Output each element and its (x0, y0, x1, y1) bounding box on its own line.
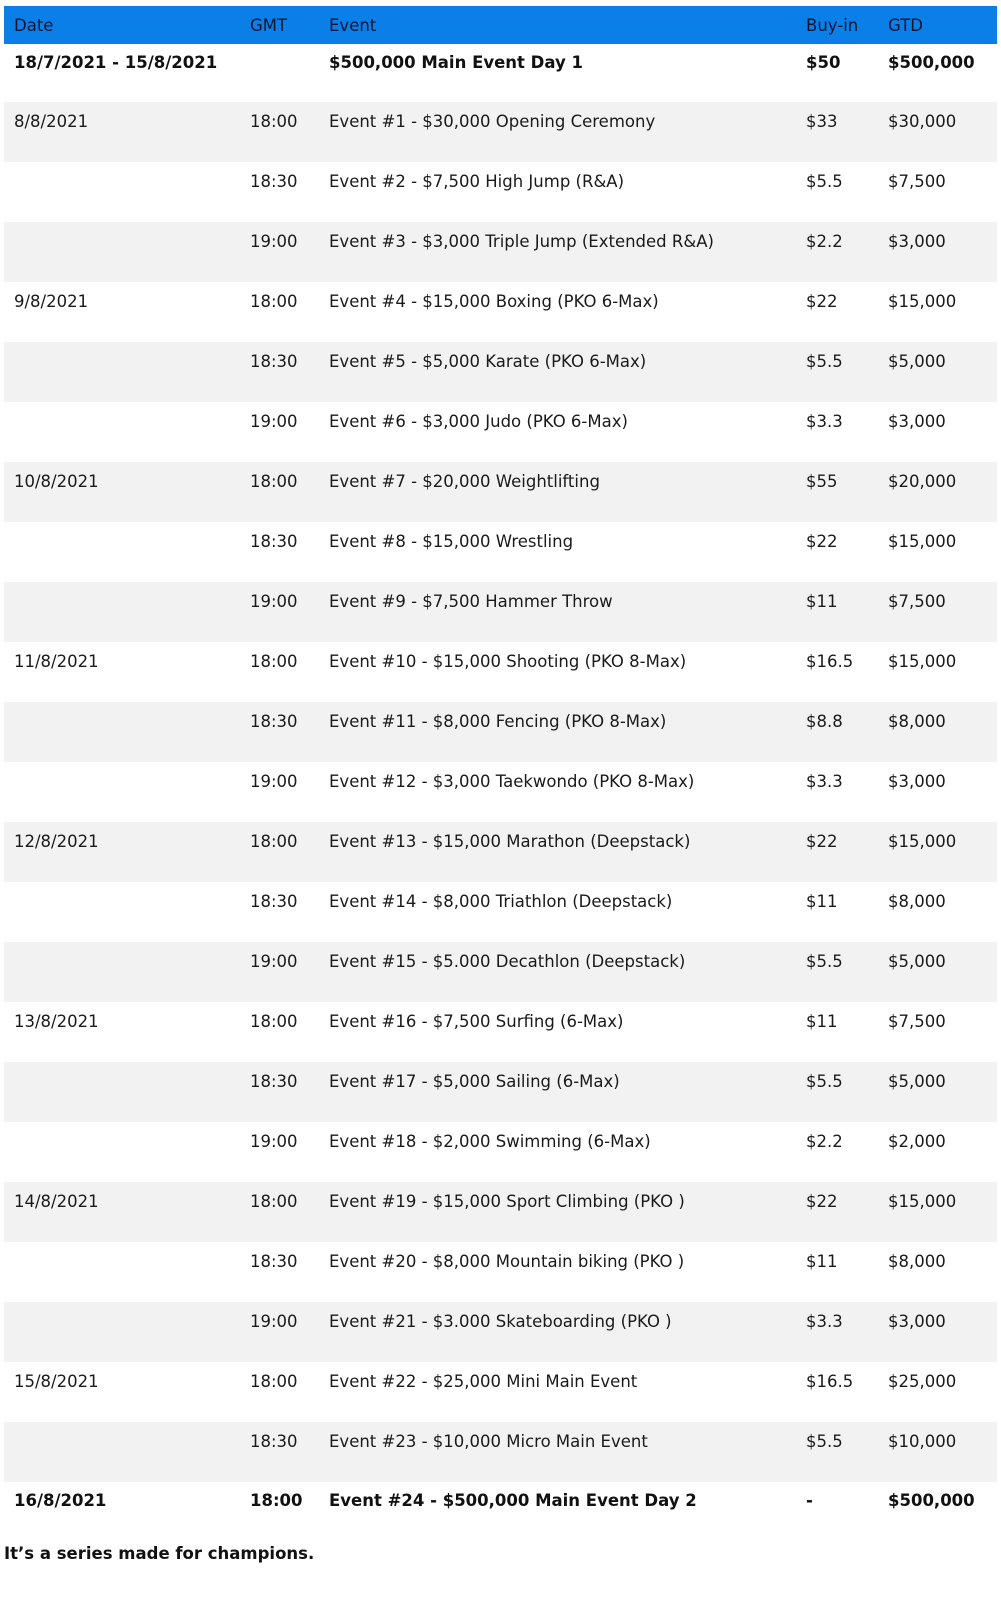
cell-gtd: $3,000 (888, 232, 946, 251)
cell-gmt: 18:30 (250, 1252, 298, 1271)
cell-event: Event #6 - $3,000 Judo (PKO 6-Max) (329, 412, 628, 431)
table-body (4, 44, 997, 1542)
cell-date: 14/8/2021 (14, 1192, 99, 1211)
cell-buyin: $3.3 (806, 1312, 843, 1331)
cell-date (4, 1122, 244, 1182)
cell-date (4, 702, 244, 762)
cell-date: 15/8/2021 (14, 1372, 99, 1391)
table-row (4, 1182, 997, 1242)
cell-gtd: $25,000 (888, 1372, 957, 1391)
cell-gmt: 18:00 (250, 292, 298, 311)
cell-event: Event #11 - $8,000 Fencing (PKO 8-Max) (329, 712, 667, 731)
cell-buyin: $5.5 (806, 352, 843, 371)
table-row (4, 822, 997, 882)
cell-date (4, 402, 244, 462)
cell-gtd: $15,000 (888, 832, 957, 851)
cell-gmt: 18:30 (250, 352, 298, 371)
table-row (4, 44, 997, 102)
cell-buyin: $11 (806, 592, 838, 611)
cell-event: Event #21 - $3.000 Skateboarding (PKO ) (329, 1312, 672, 1331)
cell-buyin: $3.3 (806, 772, 843, 791)
cell-gtd: $5,000 (888, 952, 946, 971)
cell-gtd: $5,000 (888, 352, 946, 371)
table-row (4, 1122, 997, 1182)
cell-buyin: $22 (806, 1192, 838, 1211)
cell-buyin: $2.2 (806, 232, 843, 251)
cell-gtd: $15,000 (888, 292, 957, 311)
cell-buyin: $50 (806, 53, 841, 72)
cell-gtd: $8,000 (888, 1252, 946, 1271)
table-row (4, 402, 997, 462)
cell-event: Event #23 - $10,000 Micro Main Event (329, 1432, 648, 1451)
header-row (4, 6, 997, 44)
cell-buyin: $55 (806, 472, 838, 491)
cell-gmt: 18:00 (250, 1372, 298, 1391)
cell-gmt: 18:30 (250, 1432, 298, 1451)
cell-buyin: $5.5 (806, 172, 843, 191)
cell-gtd: $20,000 (888, 472, 957, 491)
cell-gmt: 18:00 (250, 1192, 298, 1211)
cell-gmt: 18:00 (250, 1491, 303, 1510)
table-row (4, 582, 997, 642)
table-row (4, 462, 997, 522)
cell-gtd: $5,000 (888, 1072, 946, 1091)
cell-buyin: $2.2 (806, 1132, 843, 1151)
cell-date: 13/8/2021 (14, 1012, 99, 1031)
cell-event: Event #1 - $30,000 Opening Ceremony (329, 112, 656, 131)
table-row (4, 942, 997, 1002)
cell-event: Event #16 - $7,500 Surfing (6-Max) (329, 1012, 624, 1031)
cell-event: Event #4 - $15,000 Boxing (PKO 6-Max) (329, 292, 659, 311)
cell-event: Event #7 - $20,000 Weightlifting (329, 472, 600, 491)
cell-gmt: 19:00 (250, 412, 298, 431)
cell-buyin: $8.8 (806, 712, 843, 731)
table-row (4, 1302, 997, 1362)
cell-event: Event #18 - $2,000 Swimming (6-Max) (329, 1132, 651, 1151)
cell-event: $500,000 Main Event Day 1 (329, 53, 583, 72)
table-row (4, 1362, 997, 1422)
table-row (4, 1062, 997, 1122)
cell-date: 8/8/2021 (14, 112, 89, 131)
cell-gtd: $8,000 (888, 892, 946, 911)
cell-date (4, 762, 244, 822)
column-header-event[interactable]: Event (329, 15, 377, 35)
cell-buyin: - (806, 1491, 813, 1510)
cell-gtd: $15,000 (888, 532, 957, 551)
cell-gmt: 19:00 (250, 232, 298, 251)
table-row (4, 1482, 997, 1542)
cell-buyin: $11 (806, 1012, 838, 1031)
cell-gtd: $3,000 (888, 1312, 946, 1331)
cell-date (4, 582, 244, 642)
table-row (4, 762, 997, 822)
cell-gmt: 18:00 (250, 832, 298, 851)
cell-gmt: 18:30 (250, 1072, 298, 1091)
cell-gtd: $3,000 (888, 772, 946, 791)
column-header-buyin[interactable]: Buy-in (806, 15, 859, 35)
cell-gmt: 18:00 (250, 1012, 298, 1031)
cell-gmt: 18:30 (250, 172, 298, 191)
cell-date: 11/8/2021 (14, 652, 99, 671)
schedule-table (4, 6, 997, 1542)
cell-gmt: 19:00 (250, 952, 298, 971)
cell-event: Event #20 - $8,000 Mountain biking (PKO ) (329, 1252, 685, 1271)
cell-event: Event #2 - $7,500 High Jump (R&A) (329, 172, 625, 191)
table-row (4, 222, 997, 282)
cell-date: 9/8/2021 (14, 292, 89, 311)
cell-gtd: $3,000 (888, 412, 946, 431)
cell-buyin: $16.5 (806, 1372, 854, 1391)
cell-gmt: 19:00 (250, 592, 298, 611)
cell-gtd: $2,000 (888, 1132, 946, 1151)
cell-event: Event #15 - $5.000 Decathlon (Deepstack) (329, 952, 686, 971)
table-row (4, 702, 997, 762)
cell-gmt: 18:00 (250, 472, 298, 491)
cell-gtd: $7,500 (888, 172, 946, 191)
table-header (4, 6, 997, 44)
cell-gtd: $15,000 (888, 652, 957, 671)
cell-buyin: $5.5 (806, 952, 843, 971)
column-header-gtd[interactable]: GTD (888, 15, 923, 35)
cell-gmt: 19:00 (250, 772, 298, 791)
cell-buyin: $3.3 (806, 412, 843, 431)
cell-buyin: $16.5 (806, 652, 854, 671)
cell-date (4, 1422, 244, 1482)
cell-gmt: 18:30 (250, 892, 298, 911)
cell-gmt: 18:30 (250, 712, 298, 731)
table-row (4, 882, 997, 942)
column-header-gmt[interactable]: GMT (250, 15, 288, 35)
cell-buyin: $33 (806, 112, 838, 131)
cell-buyin: $5.5 (806, 1432, 843, 1451)
cell-date (4, 1062, 244, 1122)
cell-buyin: $22 (806, 292, 838, 311)
cell-date (4, 942, 244, 1002)
table-row (4, 342, 997, 402)
cell-gtd: $15,000 (888, 1192, 957, 1211)
cell-date (4, 1302, 244, 1362)
cell-date (4, 882, 244, 942)
cell-event: Event #13 - $15,000 Marathon (Deepstack) (329, 832, 691, 851)
table-row (4, 1242, 997, 1302)
cell-event: Event #14 - $8,000 Triathlon (Deepstack) (329, 892, 673, 911)
cell-event: Event #10 - $15,000 Shooting (PKO 8-Max) (329, 652, 687, 671)
table-row (4, 522, 997, 582)
cell-buyin: $5.5 (806, 1072, 843, 1091)
cell-gmt: 18:30 (250, 532, 298, 551)
cell-gmt (244, 44, 320, 102)
cell-event: Event #9 - $7,500 Hammer Throw (329, 592, 613, 611)
table-row (4, 162, 997, 222)
cell-gtd: $7,500 (888, 1012, 946, 1031)
cell-event: Event #5 - $5,000 Karate (PKO 6-Max) (329, 352, 647, 371)
table-row (4, 1002, 997, 1062)
cell-gmt: 18:00 (250, 652, 298, 671)
cell-gtd: $500,000 (888, 53, 975, 72)
cell-event: Event #22 - $25,000 Mini Main Event (329, 1372, 638, 1391)
cell-buyin: $11 (806, 1252, 838, 1271)
cell-date: 10/8/2021 (14, 472, 99, 491)
cell-gmt: 18:00 (250, 112, 298, 131)
cell-event: Event #3 - $3,000 Triple Jump (Extended R&A) (329, 232, 714, 251)
cell-event: Event #24 - $500,000 Main Event Day 2 (329, 1491, 697, 1510)
cell-gtd: $10,000 (888, 1432, 957, 1451)
table-row (4, 642, 997, 702)
cell-buyin: $11 (806, 892, 838, 911)
cell-date: 18/7/2021 - 15/8/2021 (14, 53, 218, 72)
cell-date (4, 162, 244, 222)
cell-date (4, 342, 244, 402)
cell-date: 12/8/2021 (14, 832, 99, 851)
table-row (4, 1422, 997, 1482)
cell-date (4, 1242, 244, 1302)
table-row (4, 282, 997, 342)
cell-event: Event #8 - $15,000 Wrestling (329, 532, 574, 551)
cell-event: Event #12 - $3,000 Taekwondo (PKO 8-Max) (329, 772, 695, 791)
cell-gtd: $30,000 (888, 112, 957, 131)
table-row (4, 102, 997, 162)
cell-date (4, 522, 244, 582)
cell-gmt: 19:00 (250, 1132, 298, 1151)
cell-event: Event #19 - $15,000 Sport Climbing (PKO ) (329, 1192, 685, 1211)
cell-event: Event #17 - $5,000 Sailing (6-Max) (329, 1072, 620, 1091)
cell-gtd: $500,000 (888, 1491, 975, 1510)
cell-buyin: $22 (806, 532, 838, 551)
cell-gmt: 19:00 (250, 1312, 298, 1331)
cell-date: 16/8/2021 (14, 1491, 107, 1510)
cell-gtd: $7,500 (888, 592, 946, 611)
column-header-date[interactable]: Date (14, 15, 54, 35)
cell-gtd: $8,000 (888, 712, 946, 731)
cell-buyin: $22 (806, 832, 838, 851)
cell-date (4, 222, 244, 282)
tagline: It’s a series made for champions. (4, 1544, 315, 1563)
